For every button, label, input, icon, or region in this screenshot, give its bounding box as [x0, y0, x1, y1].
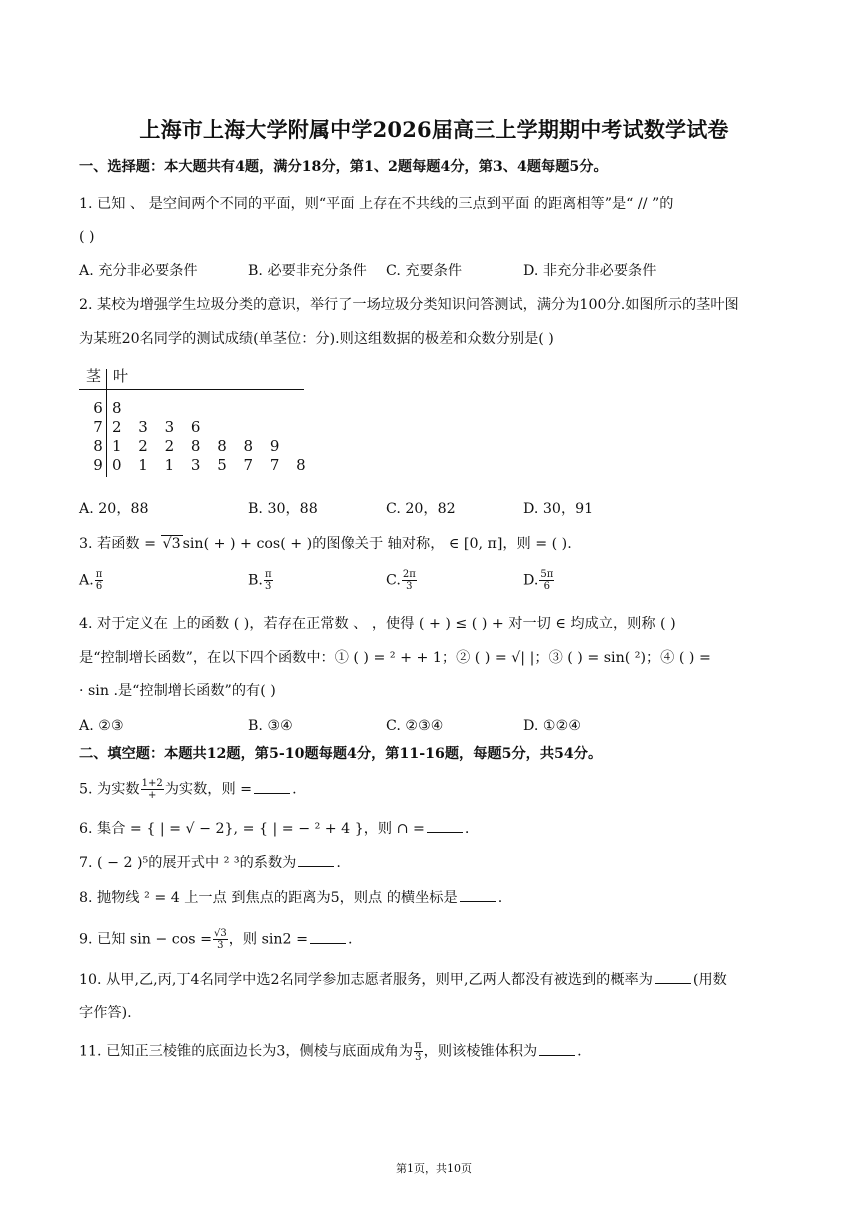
question-10-text	[79, 969, 791, 990]
q3-option-d	[523, 569, 555, 592]
fraction	[264, 569, 273, 592]
stem-value: 6	[93, 399, 103, 417]
stem-leaf-separator	[106, 369, 107, 477]
fraction-denominator: 3	[265, 581, 272, 592]
q6-end: .	[464, 821, 470, 837]
question-7-text	[79, 852, 791, 873]
fraction-denominator: +	[147, 790, 157, 801]
leaf-values: 1 2 2 8 8 8 9	[112, 437, 281, 455]
option-label: B.	[248, 572, 263, 589]
page-title: 上海市上海大学附属中学2026届高三上学期期中考试数学试卷	[139, 117, 729, 142]
q4-option-d: D. ①②④	[523, 718, 582, 734]
q2-option-a: A. 20，88	[79, 501, 149, 517]
q2-option-d: D. 30，91	[523, 501, 594, 517]
q1-option-a: A. 充分非必要条件	[79, 263, 198, 279]
q7-text: 7. ( − 2 )⁵的展开式中 ² ³的系数为	[79, 855, 297, 871]
fraction-numerator: π	[95, 569, 103, 580]
question-8-text	[79, 887, 791, 908]
leaf-values: 2 3 3 6	[112, 418, 202, 436]
answer-blank	[310, 929, 346, 944]
q2-option-b: B. 30，88	[248, 501, 318, 517]
stem-value: 8	[93, 437, 103, 455]
q8-text: 8. 抛物线 ² = 4 上一点 到焦点的距离为5，则点 的横坐标是	[79, 890, 458, 906]
q3-suffix: sin( + ) + cos( + )的图像关于 轴对称， ∈ [0, π]，则 = ( ).	[182, 536, 572, 552]
leaf-values: 8	[112, 399, 123, 417]
fraction-numerator: 5π	[540, 569, 554, 580]
question-3-text	[79, 534, 791, 554]
fraction-denominator: 6	[543, 581, 551, 592]
question-4-text-cont: 是“控制增长函数”，在以下四个函数中：① ( ) = ² + + 1；② ( ) = √| |；③ ( ) = sin( ²)；④ ( ) =	[79, 650, 711, 666]
fraction-numerator: 2π	[402, 569, 416, 580]
question-6-text	[79, 818, 791, 839]
q6-text: 6. 集合 = { | = √ − 2}, = { | = − ² + 4 }，则 ∩ =	[79, 821, 425, 837]
question-11-text	[79, 1040, 791, 1063]
q3-prefix: 3. 若函数 =	[79, 536, 161, 552]
fraction-numerator: π	[264, 569, 272, 580]
page-footer: 第1页，共10页	[396, 1162, 472, 1175]
q10-text: 10. 从甲,乙,丙,丁4名同学中选2名同学参加志愿者服务，则甲,乙两人都没有被选到的概率为	[79, 972, 653, 988]
option-label: A.	[79, 572, 94, 589]
q11-suffix: ，则该棱锥体积为	[423, 1043, 538, 1060]
answer-blank	[254, 779, 290, 794]
q4-option-b: B. ③④	[248, 718, 293, 734]
fraction-denominator: 6	[95, 581, 103, 592]
question-5-text	[79, 778, 791, 801]
q1-option-d: D. 非充分非必要条件	[523, 263, 657, 279]
q5-prefix: 5. 为实数	[79, 781, 140, 798]
option-label: D.	[523, 572, 539, 589]
fraction-denominator: 3	[217, 940, 224, 951]
answer-blank	[427, 818, 463, 833]
stem-leaf-divider	[79, 389, 304, 390]
leaf-header: 叶	[113, 367, 129, 385]
fraction-numerator: π	[415, 1040, 422, 1051]
question-4-text-end: · sin .是“控制增长函数”的有( )	[79, 683, 276, 699]
q5-suffix: 为实数，则 =	[164, 781, 253, 798]
option-label: C.	[386, 572, 401, 589]
fraction	[95, 569, 104, 592]
question-2-text-cont: 为某班20名同学的测试成绩(单茎位：分).则这组数据的极差和众数分别是( )	[79, 331, 554, 347]
fraction-denominator: 3	[415, 1052, 422, 1063]
q8-end: .	[497, 890, 503, 906]
section-heading-fill: 二、填空题：本题共12题，第5-10题每题4分，第11-16题，每题5分，共54分。	[79, 746, 603, 762]
question-4-text: 4. 对于定义在 上的函数 ( )，若存在正常数 、 ，使得 ( + ) ≤ ( ) + 对一切 ∈ 均成立，则称 ( )	[79, 616, 676, 632]
question-9-text	[79, 928, 791, 951]
q3-option-c	[386, 569, 418, 592]
q3-option-b	[248, 569, 274, 592]
question-2-text: 2. 某校为增强学生垃圾分类的意识，举行了一场垃圾分类知识问答测试，满分为100分.如图所示的茎叶图	[79, 297, 739, 313]
fraction	[402, 569, 417, 592]
question-1-text: 1. 已知 、 是空间两个不同的平面，则“平面 上存在不共线的三点到平面 的距离相等”是“ // ”的	[79, 196, 674, 212]
sqrt-three: √3	[162, 536, 181, 552]
stem-value: 9	[93, 456, 103, 474]
fraction	[213, 928, 228, 951]
q9-end: .	[347, 931, 353, 948]
fraction	[539, 569, 554, 592]
q1-option-b: B. 必要非充分条件	[248, 263, 367, 279]
fraction	[414, 1040, 423, 1063]
answer-blank	[460, 887, 496, 902]
question-10-text-cont: 字作答).	[79, 1005, 132, 1021]
fraction-denominator: 3	[406, 581, 413, 592]
leaf-values: 0 1 1 3 5 7 7 8	[112, 456, 307, 474]
q9-prefix: 9. 已知 sin − cos =	[79, 931, 212, 948]
question-1-paren: ( )	[79, 229, 95, 245]
q10-note: (用数	[692, 972, 727, 988]
q11-end: .	[577, 1043, 582, 1060]
fraction	[141, 778, 164, 801]
fraction-numerator: √3	[213, 928, 227, 939]
q1-option-c: C. 充要条件	[386, 263, 463, 279]
q5-end: .	[292, 781, 297, 798]
answer-blank	[298, 852, 334, 867]
q2-option-c: C. 20，82	[386, 501, 456, 517]
stem-leaf-plot	[79, 365, 309, 480]
fraction-numerator: 1+2	[141, 778, 163, 789]
stem-header: 茎	[86, 367, 102, 385]
stem-value: 7	[93, 418, 103, 436]
q7-end: .	[336, 855, 341, 871]
section-heading-choice: 一、选择题：本大题共有4题，满分18分，第1、2题每题4分，第3、4题每题5分。	[79, 159, 608, 175]
q11-prefix: 11. 已知正三棱锥的底面边长为3，侧棱与底面成角为	[79, 1043, 414, 1060]
q9-suffix: ，则 sin2 =	[228, 931, 308, 948]
answer-blank	[539, 1041, 575, 1056]
q4-option-a: A. ②③	[79, 718, 124, 734]
answer-blank	[655, 969, 691, 984]
q4-option-c: C. ②③④	[386, 718, 444, 734]
q3-option-a	[79, 569, 104, 592]
